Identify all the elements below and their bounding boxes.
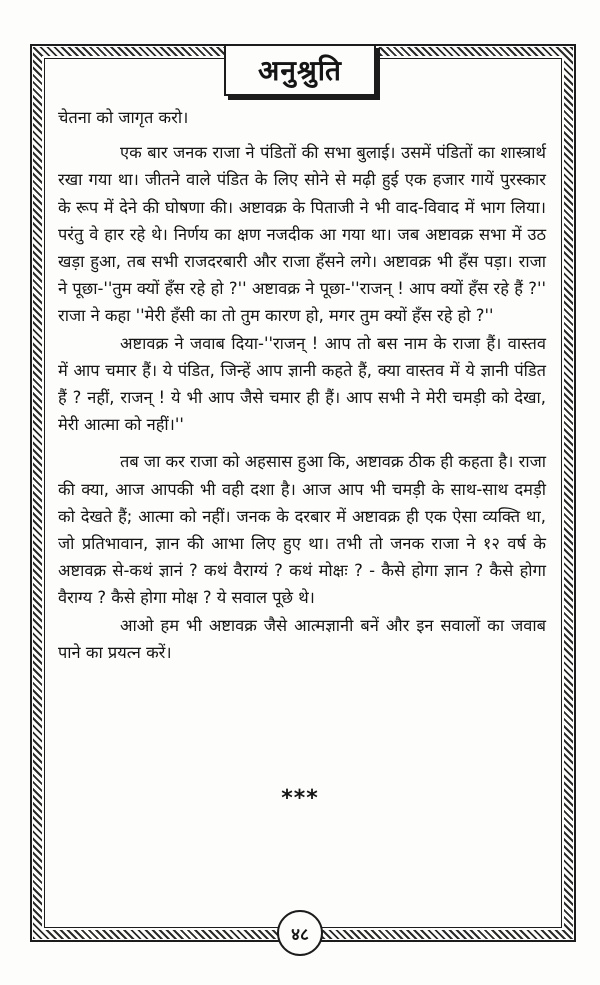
paragraph-4: तब जा कर राजा को अहसास हुआ कि, अष्टावक्र ठीक ही कहता है। राजा की क्या, आज आपकी भी वही दशा है। आज आप भी चमड़ी के साथ-साथ दमड़ी को देखते हैं; आत्मा को नहीं। जनक के दरबार में अष्टावक्र ही एक ऐसा व्यक्ति था, जो प्रतिभावान, ज्ञान की आभा लिए हुए था। तभी तो जनक राजा ने १२ वर्ष के अष्टावक्र से-कथं ज्ञानं ? कथं वैराग्यं ? कथं मोक्षः ? - कैसे होगा ज्ञान ? कैसे होगा वैराग्य ? कैसे होगा मोक्ष ? ये सवाल पूछे थे। [58, 452, 546, 608]
page-title-box [224, 44, 376, 96]
section-ornament: *** [281, 786, 319, 811]
page-number-text: ४८ [291, 924, 309, 945]
page-title: अनुश्रुति [258, 54, 342, 87]
paragraph-3: अष्टावक्र ने जवाब दिया-''राजन् ! आप तो बस नाम के राजा हैं। वास्तव में आप चमार हैं। ये पंडित, जिन्हें आप ज्ञानी कहते हैं, क्या वास्तव में ये ज्ञानी पंडित हैं ? नहीं, राजन् ! ये भी आप जैसे चमार ही हैं। आप सभी ने मेरी चमड़ी को देखा, मेरी आत्मा को नहीं।'' [58, 333, 546, 435]
paragraph-5: आओ हम भी अष्टावक्र जैसे आत्मज्ञानी बनें और इन सवालों का जवाब पाने का प्रयत्न करें। [58, 615, 546, 662]
paragraph-1: चेतना को जागृत करो। [58, 108, 189, 127]
paragraph-2: एक बार जनक राजा ने पंडितों की सभा बुलाई। उसमें पंडितों का शास्त्रार्थ रखा गया था। जीतने वाले पंडित के लिए सोने से मढ़ी हुई एक हजार गायें पुरस्कार के रूप में देने की घोषणा की। अष्टावक्र के पिताजी ने भी वाद-विवाद में भाग लिया। परंतु वे हार रहे थे। निर्णय का क्षण नजदीक आ गया था। जब अष्टावक्र सभा में उठ खड़ा हुआ, तब सभी राजदरबारी और राजा हँसने लगे। अष्टावक्र भी हँस पड़ा। राजा ने पूछा-''तुम क्यों हँस रहे हो ?'' अष्टावक्र ने पूछा-''राजन् ! आप क्यों हँस रहे हैं ?'' राजा ने कहा ''मेरी हँसी का तो तुम कारण हो, मगर तुम क्यों हँस रहे हो ?'' [58, 143, 546, 326]
body-text [58, 104, 546, 666]
page-number [277, 910, 323, 956]
